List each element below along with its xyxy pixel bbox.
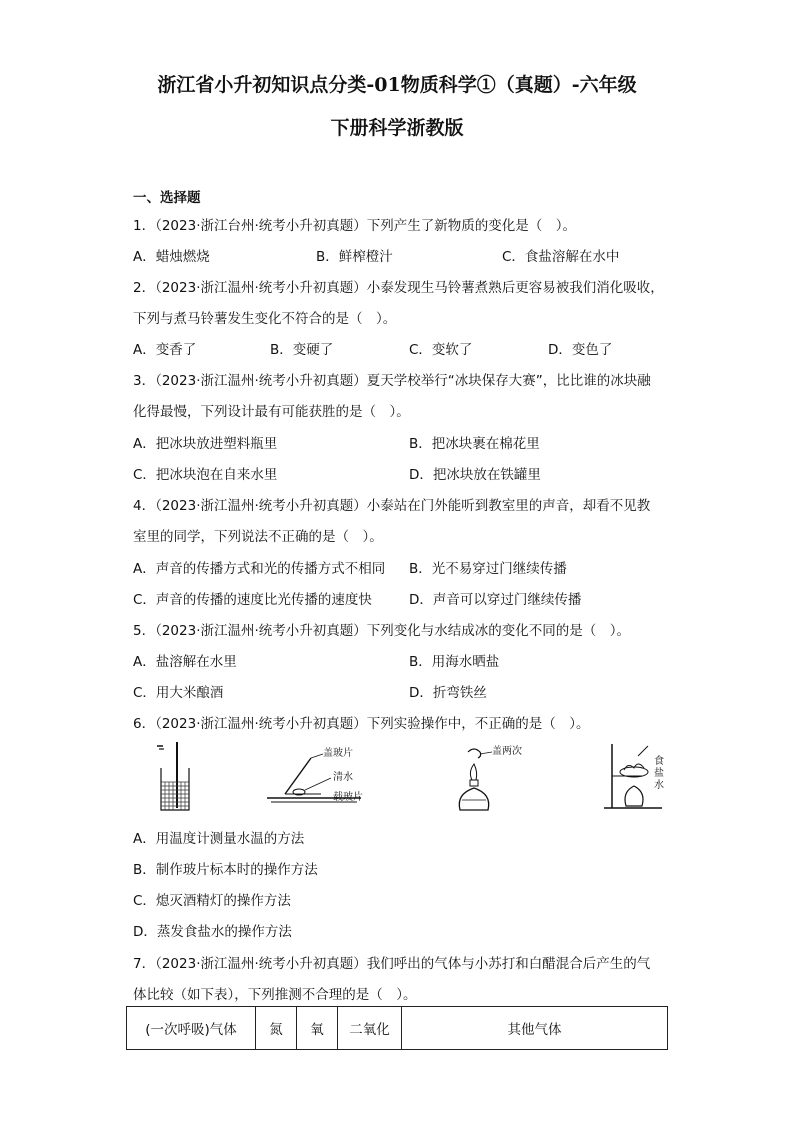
q2-stem-line1: 2．（2023·浙江温州·统考小升初真题）小泰发现生马铃薯煮熟后更容易被我们消化吸收，: [133, 280, 664, 296]
doc-title-line2: 下册科学浙教版: [330, 117, 464, 139]
q2-option-b: B．变硬了: [270, 342, 334, 358]
q5-stem: 5．（2023·浙江温州·统考小升初真题）下列变化与水结成冰的变化不同的是（ ）。: [133, 623, 631, 639]
salt-water-label-3: 水: [654, 780, 664, 791]
q5-option-c: C．用大米酿酒: [133, 685, 224, 701]
gas-comparison-table: [126, 1006, 668, 1050]
q4-option-d: D．声音可以穿过门继续传播: [409, 592, 582, 608]
table-row: [127, 1007, 668, 1050]
q2-stem-line2: 下列与煮马铃薯发生变化不符合的是（ ）。: [133, 311, 397, 327]
q2-option-c: C．变软了: [409, 342, 473, 358]
table-cell: 其他气体: [402, 1007, 668, 1050]
salt-water-label-1: 食: [654, 756, 664, 767]
slide-preparation-figure: [265, 742, 375, 816]
cover-slip-label: 盖玻片: [323, 748, 353, 759]
q6-option-d: D．蒸发食盐水的操作方法: [133, 924, 292, 940]
q6-figures: [150, 742, 670, 812]
blow-label: 盖两次: [492, 746, 522, 757]
q3-option-c: C．把冰块泡在自来水里: [133, 467, 278, 483]
q1-stem: 1．（2023·浙江台州·统考小升初真题）下列产生了新物质的变化是（ ）。: [133, 218, 577, 234]
q3-stem-line1: 3．（2023·浙江温州·统考小升初真题）夏天学校举行“冰块保存大赛”，比比谁的冰块融: [133, 373, 651, 389]
q3-option-d: D．把冰块放在铁罐里: [409, 467, 541, 483]
thermometer-beaker-figure: [155, 742, 195, 816]
q6-stem: 6．（2023·浙江温州·统考小升初真题）下列实验操作中，不正确的是（ ）。: [133, 716, 590, 732]
q2-option-a: A．变香了: [133, 342, 197, 358]
slide-label: 载玻片: [333, 792, 363, 803]
q2-option-d: D．变色了: [548, 342, 613, 358]
q4-option-c: C．声音的传播的速度比光传播的速度快: [133, 592, 372, 608]
water-label: 清水: [333, 772, 353, 783]
q4-option-b: B．光不易穿过门继续传播: [409, 561, 567, 577]
table-cell: 氮: [256, 1007, 297, 1050]
doc-title-line1: 浙江省小升初知识点分类-01物质科学①（真题）-六年级: [157, 74, 637, 96]
q6-option-a: A．用温度计测量水温的方法: [133, 831, 305, 847]
q5-option-d: D．折弯铁丝: [409, 685, 487, 701]
q1-option-a: A．蜡烛燃烧: [133, 249, 210, 265]
q5-option-b: B．用海水晒盐: [409, 654, 500, 670]
q3-option-a: A．把冰块放进塑料瓶里: [133, 436, 278, 452]
evaporation-figure: [598, 742, 670, 816]
q5-option-a: A．盐溶解在水里: [133, 654, 237, 670]
table-cell: 氧: [297, 1007, 338, 1050]
q1-option-b: B．鲜榨橙汁: [316, 249, 393, 265]
alcohol-lamp-figure: [450, 742, 540, 816]
section-heading: 一、选择题: [133, 190, 201, 206]
table-cell: 二氧化: [338, 1007, 402, 1050]
q7-stem-line1: 7．（2023·浙江温州·统考小升初真题）我们呼出的气体与小苏打和白醋混合后产生的气: [133, 956, 651, 972]
salt-water-label-2: 盐: [654, 768, 664, 779]
q3-stem-line2: 化得最慢，下列设计最有可能获胜的是（ ）。: [133, 404, 410, 420]
q4-stem-line1: 4．（2023·浙江温州·统考小升初真题）小泰站在门外能听到教室里的声音，却看不见教: [133, 498, 651, 514]
q7-stem-line2: 体比较（如下表），下列推测不合理的是（ ）。: [133, 987, 417, 1003]
q1-option-c: C．食盐溶解在水中: [502, 249, 620, 265]
table-cell: (一次呼吸)气体: [127, 1007, 256, 1050]
q4-stem-line2: 室里的同学，下列说法不正确的是（ ）。: [133, 529, 383, 545]
q4-option-a: A．声音的传播方式和光的传播方式不相同: [133, 561, 386, 577]
q3-option-b: B．把冰块裹在棉花里: [409, 436, 540, 452]
q6-option-b: B．制作玻片标本时的操作方法: [133, 862, 318, 878]
q6-option-c: C．熄灭酒精灯的操作方法: [133, 893, 291, 909]
